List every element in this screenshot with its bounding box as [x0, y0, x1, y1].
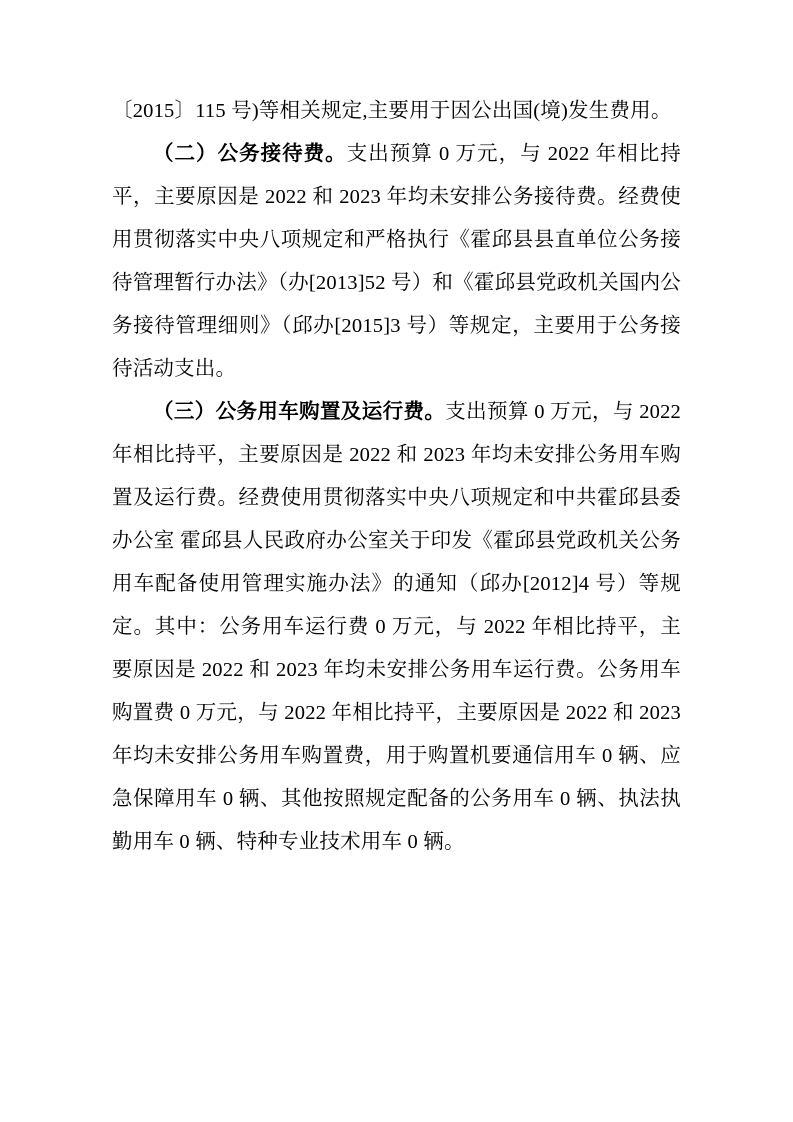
paragraph-heading: （三）公务用车购置及运行费。 — [153, 401, 446, 423]
paragraph-text: 〔2015〕115 号)等相关规定,主要用于因公出国(境)发生费用。 — [112, 100, 672, 122]
paragraph-continuation — [112, 90, 681, 133]
paragraph-text: 支出预算 0 万元，与 2022 年相比持平，主要原因是 2022 和 2023 年均未安排公务用车购置及运行费。经费使用贯彻落实中央八项规定和中共霍邱县委办公室 霍邱县人民政府办公室关于印发《霍邱县党政机关公务用车配备使用管理实施办法》的通知（邱办[2012]4 号）等规定。其中：公务用车运行费 0 万元，与 2022 年相比持平，主要原因是 2022 和 2023 年均未安排公务用车运行费。公务用车购置费 0 万元，与 2022 年相比持平，主要原因是 2022 和 2023 年均未安排公务用车购置费，用于购置机要通信用车 0 辆、应急保障用车 0 辆、其他按照规定配备的公务用车 0 辆、执法执勤用车 0 辆、特种专业技术用车 0 辆。 — [112, 401, 681, 853]
paragraph-hospitality-expense — [112, 133, 681, 391]
paragraph-vehicle-expense — [112, 391, 681, 864]
paragraph-heading: （二）公务接待费。 — [153, 143, 347, 165]
document-body — [112, 90, 681, 864]
paragraph-text: 支出预算 0 万元，与 2022 年相比持平，主要原因是 2022 和 2023 年均未安排公务接待费。经费使用贯彻落实中央八项规定和严格执行《霍邱县县直单位公务接待管理暂行办法》（办[2013]52 号）和《霍邱县党政机关国内公务接待管理细则》（邱办[2015]3 号）等规定，主要用于公务接待活动支出。 — [112, 143, 681, 380]
